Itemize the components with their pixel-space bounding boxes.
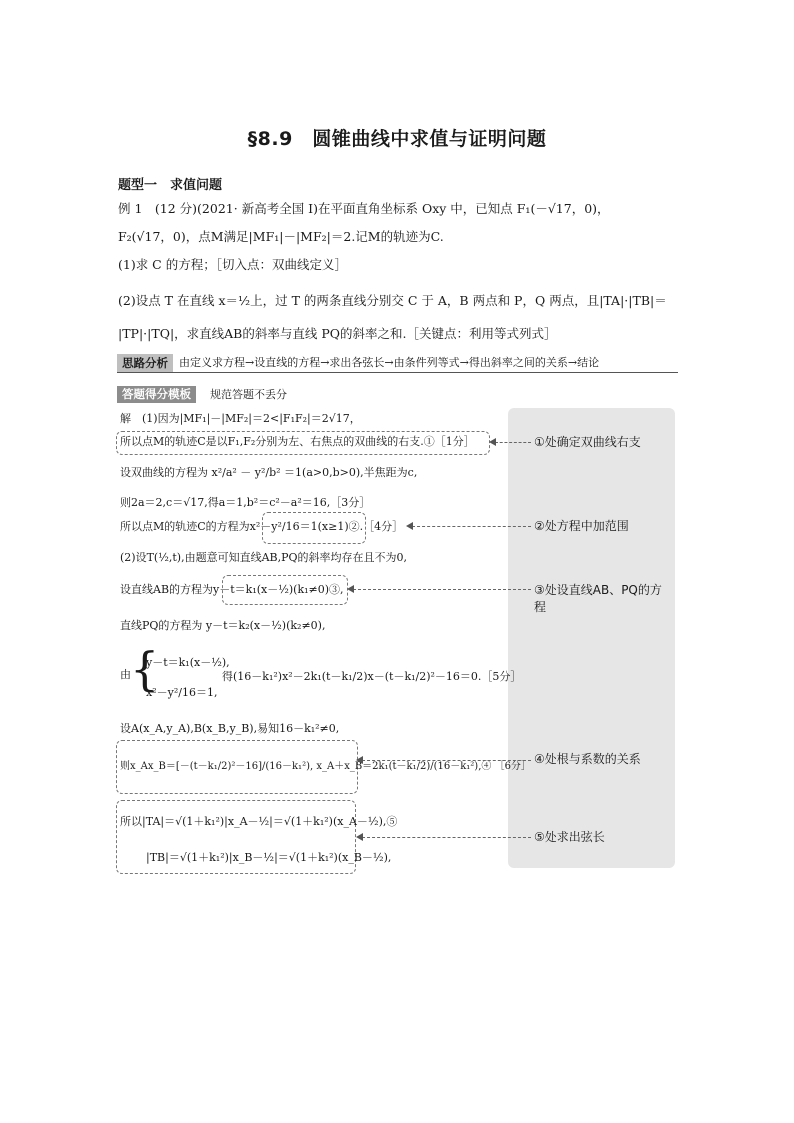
- solution-line-8: 直线PQ的方程为 y－t＝k₂(x－½)(k₂≠0),: [120, 619, 326, 632]
- example-question-2-cont: |TP|·|TQ|，求直线AB的斜率与直线 PQ的斜率之和.［关键点：利用等式列式］: [118, 326, 557, 341]
- solution-line-6: (2)设T(½,t),由题意可知直线AB,PQ的斜率均存在且不为0,: [120, 551, 408, 564]
- arrow-head-3: [347, 585, 354, 593]
- annotation-panel: [508, 408, 675, 868]
- example-question-2: (2)设点 T 在直线 x＝½上，过 T 的两条直线分别交 C 于 A，B 两点和 P，Q 两点，且|TA|·|TB|＝: [118, 293, 667, 308]
- example-line-2: F₂(√17，0)，点M满足|MF₁|－|MF₂|＝2.记M的轨迹为C.: [118, 229, 444, 244]
- arrow-head-2: [406, 522, 413, 530]
- arrow-line-2: [412, 526, 531, 527]
- page-title: §8.9 圆锥曲线中求值与证明问题: [247, 128, 547, 150]
- arrow-line-4: [362, 760, 531, 761]
- arrow-line-3: [353, 589, 531, 590]
- system-brace: {: [130, 642, 160, 696]
- solution-line-2: 所以点M的轨迹C是以F₁,F₂分别为左、右焦点的双曲线的右支.①［1分］: [120, 435, 475, 448]
- template-label: 答题得分模板: [117, 386, 196, 403]
- solution-line-12: 所以|TA|＝√(1＋k₁²)|x_A－½|＝√(1＋k₁²)(x_A－½),⑤: [120, 815, 398, 828]
- example-line-1: 例 1 (12 分)(2021· 新高考全国 Ⅰ)在平面直角坐标系 Oxy 中，已知点 F₁(－√17，0)，: [118, 201, 610, 216]
- analysis-bar: [117, 354, 678, 373]
- arrow-line-1: [495, 442, 531, 443]
- note-3: ③处设直线AB、PQ的方程: [534, 583, 662, 614]
- system-eq-2: x²－y²/16＝1,: [146, 686, 218, 699]
- note-2: ②处方程中加范围: [534, 519, 629, 533]
- system-prefix: 由: [120, 668, 131, 681]
- solution-line-5: 所以点M的轨迹C的方程为x²－y²/16＝1(x≥1)②.［4分］: [120, 520, 404, 533]
- solution-line-7: 设直线AB的方程为y－t＝k₁(x－½)(k₁≠0)③,: [120, 583, 344, 596]
- note-5: ⑤处求出弦长: [534, 830, 605, 844]
- arrow-head-1: [489, 438, 496, 446]
- solution-line-10: 设A(x_A,y_A),B(x_B,y_B),易知16－k₁²≠0,: [120, 722, 340, 735]
- solution-line-3: 设双曲线的方程为 x²/a² － y²/b² ＝1(a>0,b>0),半焦距为c,: [120, 466, 418, 479]
- solution-line-11: 则x_Ax_B＝[－(t－k₁/2)²－16]/(16－k₁²), x_A＋x_B＝2k₁(t－k₁/2)/(16－k₁²),④ ［6分］: [120, 761, 531, 772]
- arrow-head-5: [356, 833, 363, 841]
- arrow-head-4: [356, 756, 363, 764]
- example-question-1: (1)求 C 的方程；［切入点：双曲线定义］: [118, 257, 347, 272]
- solution-line-13: |TB|＝√(1＋k₁²)|x_B－½|＝√(1＋k₁²)(x_B－½),: [146, 851, 392, 864]
- analysis-text: 由定义求方程→设直线的方程→求出各弦长→由条件列等式→得出斜率之间的关系→结论: [179, 356, 600, 369]
- section-heading: 题型一 求值问题: [118, 178, 223, 193]
- note-4: ④处根与系数的关系: [534, 752, 641, 766]
- arrow-line-5: [362, 837, 531, 838]
- solution-line-1: 解 (1)因为|MF₁|－|MF₂|＝2<|F₁F₂|＝2√17，: [120, 412, 361, 425]
- system-result: 得(16－k₁²)x²－2k₁(t－k₁/2)x－(t－k₁/2)²－16＝0.［5分］: [222, 670, 522, 683]
- system-eq-1: y－t＝k₁(x－½),: [146, 656, 230, 669]
- note-1: ①处确定双曲线右支: [534, 435, 641, 449]
- analysis-label: 思路分析: [117, 354, 173, 372]
- template-subtitle: 规范答题不丢分: [210, 388, 287, 401]
- solution-line-4: 则2a＝2,c＝√17,得a＝1,b²＝c²－a²＝16,［3分］: [120, 496, 371, 509]
